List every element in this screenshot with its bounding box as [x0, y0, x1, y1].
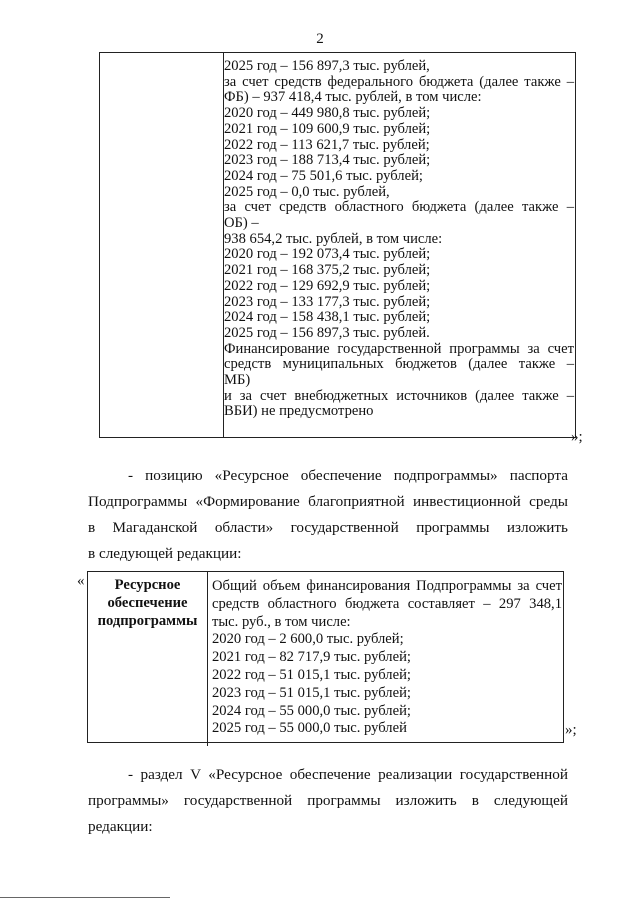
- paragraph-line: редакции:: [88, 818, 153, 835]
- table-line: 938 654,2 тыс. рублей, в том числе:: [224, 230, 443, 247]
- table-line: и за счет внебюджетных источников (далее также –: [224, 387, 574, 404]
- paragraph-line: в Магаданской области» государственной программы изложить: [88, 519, 568, 536]
- table-heading-line: Ресурсное: [114, 577, 181, 593]
- paragraph-subprogram-position: [88, 463, 568, 567]
- table-line: 2023 год – 51 015,1 тыс. рублей;: [212, 684, 411, 701]
- table-line: 2025 год – 0,0 тыс. рублей,: [224, 183, 390, 200]
- table-line: 2024 год – 75 501,6 тыс. рублей;: [224, 167, 423, 184]
- table-line: 2022 год – 113 621,7 тыс. рублей;: [224, 136, 430, 153]
- table-line: МБ): [224, 372, 251, 389]
- table-line: 2025 год – 156 897,3 тыс. рублей.: [224, 324, 430, 341]
- table-line: 2024 год – 55 000,0 тыс. рублей;: [212, 702, 411, 719]
- table-heading-line: подпрограммы: [97, 613, 198, 629]
- table-line: ОБ) –: [224, 215, 259, 232]
- paragraph-line: - раздел V «Ресурсное обеспечение реализации государственной: [128, 766, 568, 783]
- table-line: 2023 год – 133 177,3 тыс. рублей;: [224, 293, 431, 310]
- table-line: 2025 год – 156 897,3 тыс. рублей,: [224, 58, 430, 74]
- table-content-cell: [224, 59, 574, 420]
- table-line: 2022 год – 51 015,1 тыс. рублей;: [212, 666, 411, 683]
- financing-table-continued: [99, 52, 576, 438]
- table-line: 2020 год – 2 600,0 тыс. рублей;: [212, 631, 404, 648]
- table-line: за счет средств федерального бюджета (далее также –: [224, 73, 574, 90]
- page-number: 2: [316, 31, 324, 47]
- closing-quote: »;: [565, 722, 577, 738]
- table-line: 2021 год – 109 600,9 тыс. рублей;: [224, 120, 431, 137]
- table-line: средств муниципальных бюджетов (далее также –: [224, 356, 574, 373]
- table-line: ФБ) – 937 418,4 тыс. рублей, в том числе:: [224, 89, 482, 106]
- table-line: 2023 год – 188 713,4 тыс. рублей;: [224, 152, 431, 169]
- table-line: за счет средств областного бюджета (далее также –: [224, 199, 574, 216]
- table-line: 2020 год – 449 980,8 тыс. рублей;: [224, 105, 431, 122]
- table-line: 2021 год – 168 375,2 тыс. рублей;: [224, 262, 431, 279]
- paragraph-section-v: [88, 762, 568, 840]
- paragraph-line: - позицию «Ресурсное обеспечение подпрограммы» паспорта: [128, 467, 568, 484]
- table-heading-cell: [88, 572, 208, 746]
- table-line: ВБИ) не предусмотрено: [224, 403, 374, 420]
- table-heading-line: обеспечение: [107, 595, 188, 611]
- closing-quote: »;: [571, 429, 583, 445]
- table-content-cell: [212, 578, 562, 738]
- table-line: 2022 год – 129 692,9 тыс. рублей;: [224, 277, 431, 294]
- paragraph-line: в следующей редакции:: [88, 545, 242, 562]
- paragraph-line: Подпрограммы «Формирование благоприятной инвестиционной среды: [88, 493, 568, 510]
- table-line: тыс. руб., в том числе:: [212, 613, 351, 630]
- table-line: 2020 год – 192 073,4 тыс. рублей;: [224, 246, 431, 263]
- footnote-divider: [0, 897, 170, 898]
- table-line: 2025 год – 55 000,0 тыс. рублей: [212, 720, 407, 737]
- subprogram-resources-table: [87, 571, 564, 743]
- table-line: 2024 год – 158 438,1 тыс. рублей;: [224, 309, 431, 326]
- table-label-cell: [100, 53, 224, 437]
- table-line: средств областного бюджета составляет – 297 348,1: [212, 595, 562, 612]
- table-line: Финансирование государственной программы за счет: [224, 340, 574, 357]
- table-line: 2021 год – 82 717,9 тыс. рублей;: [212, 649, 411, 666]
- opening-quote: «: [77, 573, 85, 589]
- table-line: Общий объем финансирования Подпрограммы за счет: [212, 578, 562, 594]
- paragraph-line: программы» государственной программы изложить в следующей: [88, 792, 568, 809]
